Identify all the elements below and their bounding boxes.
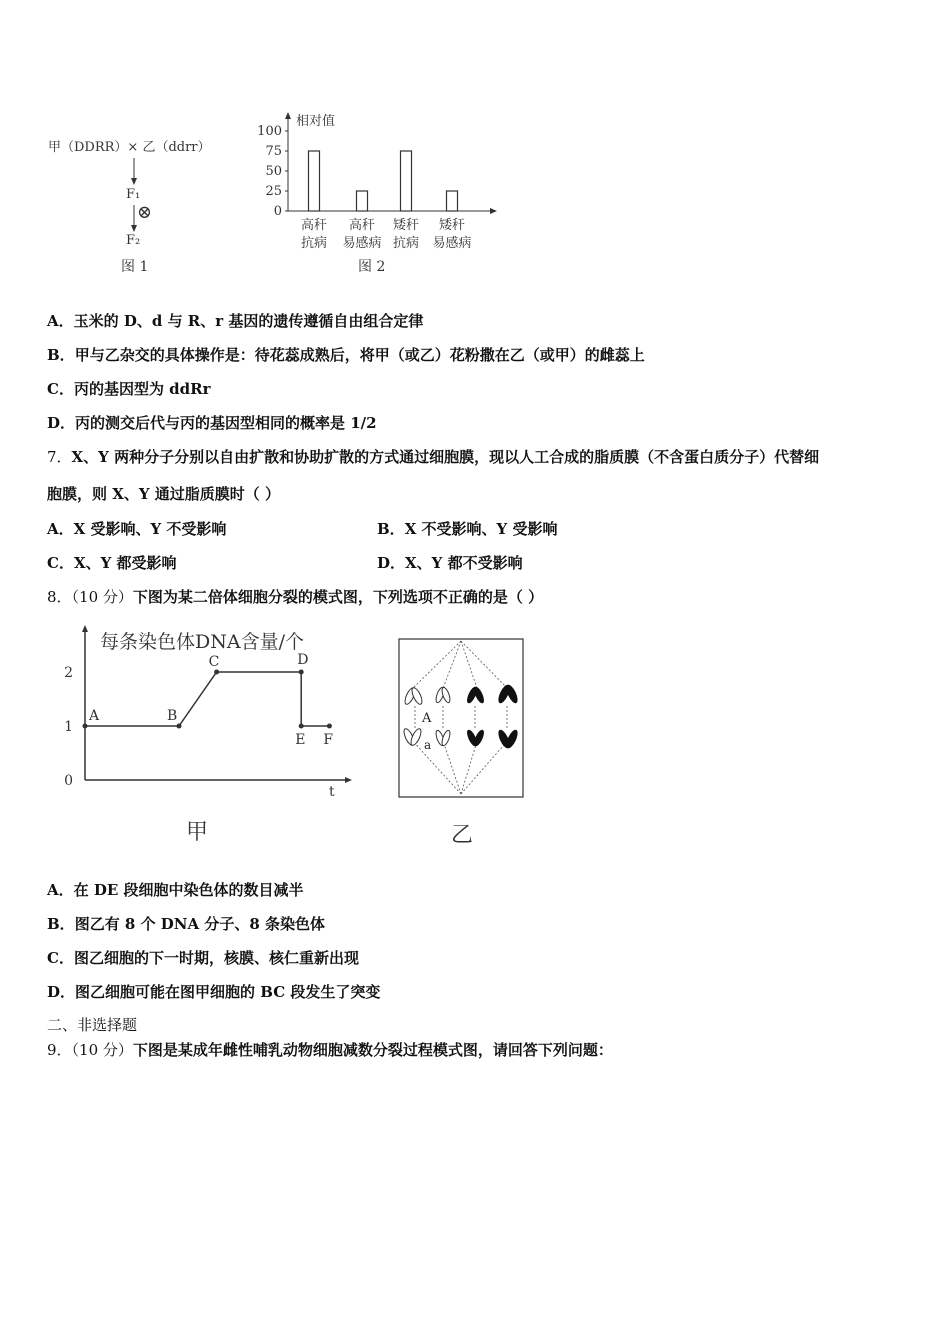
category-label-line2: 易感病 xyxy=(342,236,382,251)
option-text: X、Y 都不受影响 xyxy=(405,554,523,572)
y-tick-label: 0 xyxy=(273,204,282,219)
option-key: C． xyxy=(47,949,74,967)
option-key: D． xyxy=(47,414,76,432)
figure-yi-caption: 乙 xyxy=(451,823,474,848)
question-number: 8． xyxy=(47,588,72,606)
y-axis-label: 相对值 xyxy=(296,114,336,129)
data-point xyxy=(299,670,304,675)
option-text: 丙的测交后代与丙的基因型相同的概率是 1/2 xyxy=(75,414,377,432)
q8-option-d xyxy=(47,982,380,1002)
y-tick-label: 2 xyxy=(64,665,73,681)
option-key: A． xyxy=(47,520,74,538)
section-title: 二、非选择题 xyxy=(47,1016,138,1034)
x-axis-label: t xyxy=(329,784,335,800)
option-key: B． xyxy=(47,915,75,933)
option-key: D． xyxy=(377,554,406,572)
point-label: E xyxy=(295,732,306,748)
data-point xyxy=(214,670,219,675)
q8-option-b xyxy=(47,914,325,934)
data-point xyxy=(327,724,332,729)
y-tick-label: 0 xyxy=(64,773,73,789)
question-number: 7． xyxy=(47,448,72,466)
bar xyxy=(447,191,458,211)
q6-option-c xyxy=(47,379,211,399)
figure-jia-caption: 甲 xyxy=(186,820,209,845)
y-tick-label: 50 xyxy=(265,164,282,179)
option-text: X 不受影响、Y 受影响 xyxy=(404,520,558,538)
figure-2-caption: 图 2 xyxy=(358,259,386,275)
category-label-line1: 矮秆 xyxy=(438,218,466,233)
option-text: X 受影响、Y 不受影响 xyxy=(73,520,227,538)
q6-option-b xyxy=(47,345,645,365)
category-label-line1: 矮秆 xyxy=(392,218,420,233)
category-label-line2: 抗病 xyxy=(300,236,328,251)
y-tick-label: 25 xyxy=(265,184,282,199)
f2-label: F₂ xyxy=(126,233,141,248)
category-label-line2: 易感病 xyxy=(432,236,472,251)
option-key: B． xyxy=(47,346,75,364)
q8-option-a xyxy=(47,880,304,900)
q7-stem-line1 xyxy=(47,447,819,467)
y-axis-arrow xyxy=(285,112,291,119)
option-text: 图乙细胞的下一时期，核膜、核仁重新出现 xyxy=(73,949,359,967)
data-point xyxy=(177,724,182,729)
q6-option-d xyxy=(47,413,377,433)
option-text: 图乙有 8 个 DNA 分子、8 条染色体 xyxy=(74,915,326,933)
bar xyxy=(309,151,320,211)
option-text: X、Y 都受影响 xyxy=(73,554,177,572)
option-text: 丙的基因型为 ddRr xyxy=(73,380,211,398)
figure-1-caption: 图 1 xyxy=(121,259,149,275)
q7-option-c xyxy=(47,553,177,573)
option-text: 图乙细胞可能在图甲细胞的 BC 段发生了突变 xyxy=(75,983,381,1001)
y-axis-arrow xyxy=(82,625,88,632)
category-label-line1: 高秆 xyxy=(348,218,376,233)
question-stem: X、Y 两种分子分别以自由扩散和协助扩散的方式通过细胞膜，现以人工合成的脂质膜（不含蛋白质分子）代替细 xyxy=(71,448,820,466)
x-axis-arrow xyxy=(490,208,497,214)
gene-label-A: A xyxy=(422,711,432,726)
bar xyxy=(401,151,412,211)
point-label: C xyxy=(208,654,220,670)
data-line xyxy=(85,672,329,726)
data-point xyxy=(83,724,88,729)
data-point xyxy=(299,724,304,729)
option-text: 甲与乙杂交的具体操作是：待花蕊成熟后，将甲（或乙）花粉撒在乙（或甲）的雌蕊上 xyxy=(74,346,645,364)
option-key: B． xyxy=(377,520,405,538)
chart-title: 每条染色体DNA含量/个 xyxy=(100,631,304,653)
selfing-symbol: ⊗ xyxy=(137,202,153,223)
q6-option-a xyxy=(47,311,423,331)
option-key: A． xyxy=(47,312,74,330)
question-score: （10 分） xyxy=(71,1041,133,1059)
point-label: A xyxy=(89,708,100,724)
option-key: C． xyxy=(47,380,74,398)
option-key: C． xyxy=(47,554,74,572)
point-label: D xyxy=(297,652,309,668)
category-label-line2: 抗病 xyxy=(392,236,420,251)
x-axis-arrow xyxy=(345,777,352,783)
question-stem: 下图是某成年雌性哺乳动物细胞减数分裂过程模式图，请回答下列问题： xyxy=(132,1041,613,1059)
q7-option-a xyxy=(47,519,226,539)
option-text: 在 DE 段细胞中染色体的数目减半 xyxy=(73,881,304,899)
f1-label: F₁ xyxy=(126,187,141,202)
q9-stem xyxy=(47,1040,613,1060)
option-key: D． xyxy=(47,983,76,1001)
y-tick-label: 100 xyxy=(257,124,282,139)
bar-chart xyxy=(250,100,510,280)
question-stem: 下图为某二倍体细胞分裂的模式图，下列选项不正确的是（ ） xyxy=(132,588,544,606)
gene-label-a: a xyxy=(424,738,432,752)
point-label: B xyxy=(167,708,178,724)
cell-border xyxy=(399,639,523,797)
q8-stem xyxy=(47,587,543,607)
y-tick-label: 75 xyxy=(265,144,282,159)
q7-stem-line2: 胞膜，则 X、Y 通过脂质膜时（ ） xyxy=(47,485,281,503)
dna-line-chart xyxy=(55,620,355,810)
point-label: F xyxy=(323,732,334,748)
question-score: （10 分） xyxy=(71,588,133,606)
figure-1 xyxy=(45,130,225,280)
option-key: A． xyxy=(47,881,74,899)
category-label-line1: 高秆 xyxy=(300,218,328,233)
question-number: 9． xyxy=(47,1041,72,1059)
q7-option-b xyxy=(377,519,557,539)
bar xyxy=(357,191,368,211)
q8-option-c xyxy=(47,948,359,968)
cell-division-diagram xyxy=(395,636,530,801)
q7-option-d xyxy=(377,553,523,573)
cross-text: 甲（DDRR）× 乙（ddrr） xyxy=(48,140,211,155)
y-tick-label: 1 xyxy=(64,719,73,735)
option-text: 玉米的 D、d 与 R、r 基因的遗传遵循自由组合定律 xyxy=(73,312,424,330)
